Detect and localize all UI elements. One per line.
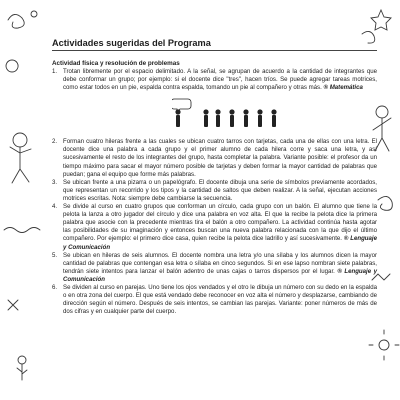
item-text bbox=[63, 252, 377, 284]
speech-bubble-icon bbox=[172, 99, 191, 112]
section-heading: Actividad física y resolución de problemas bbox=[52, 60, 180, 67]
item-number: 5. bbox=[52, 251, 58, 259]
item-number: 3. bbox=[52, 178, 58, 186]
cross-doodle bbox=[8, 300, 18, 310]
illustration-row bbox=[52, 94, 377, 134]
swirl-doodle bbox=[8, 14, 24, 28]
teacher-figure bbox=[175, 110, 180, 128]
item-number: 2. bbox=[52, 138, 58, 146]
children-in-rows-figure bbox=[172, 96, 302, 130]
item-number: 6. bbox=[52, 283, 58, 291]
student-figures bbox=[203, 110, 276, 128]
subject-tag: ® Lenguaje y Comunicación bbox=[63, 267, 378, 283]
sun-doodle bbox=[379, 340, 389, 350]
spiral-doodle-right bbox=[378, 196, 392, 210]
item-body: Se ubican en hileras de seis alumnos. El docente nombra una letra y/o una sílaba y los alumnos dicen la mayor cantidad de palabras que contengan esa letra o sílaba en cinco segundos. Si en ese lapso nombran siete palabras, tendrán siete intentos para lanzar el balón adentro de unas cajas o tarros dispersos por el lugar. bbox=[63, 251, 377, 275]
item-text bbox=[63, 68, 377, 92]
item-text bbox=[63, 203, 377, 252]
activity-item-6 bbox=[52, 284, 377, 316]
activity-item-2 bbox=[52, 138, 377, 178]
activity-item-3 bbox=[52, 179, 377, 203]
page-title: Actividades sugeridas del Programa bbox=[52, 38, 211, 48]
item-number: 4. bbox=[52, 203, 58, 211]
item-body: Se ubican frente a una pizarra o un papelógrafo. El docente dibuja una serie de símbolos previamente acordados, que representan un recorrido y los tipos y la cantidad de saltos que deben realizar. A la señal, ejecutan acciones motrices escritas. Nota: siempre debe cambiarse la secuencia. bbox=[63, 178, 377, 202]
wave-doodle-left bbox=[4, 228, 40, 233]
activity-list bbox=[52, 68, 377, 92]
flower-doodle bbox=[18, 356, 26, 364]
activity-item-5 bbox=[52, 252, 377, 284]
document-page bbox=[52, 38, 377, 316]
activity-list-continued bbox=[52, 138, 377, 316]
item-body: Forman cuatro hileras frente a las cuales se ubican cuatro tarros con tarjetas, cada una de ellas con una letra. El docente dice una palabra a cada grupo y el primer alumno de cada hilera corre y saca una letra, y así sucesivamente el resto de los integrantes del grupo, hasta completar la palabra. Variante posible: el profesor da un tiempo máximo para sacar el mayor número posible de tarjetas y deben formar la mayor cantidad de palabras que puedan; gana el equipo que forme más palabras. bbox=[63, 138, 377, 178]
item-body: Trotan libremente por el espacio delimitado. A la señal, se agrupan de acuerdo a la cantidad de integrantes que debe conformar un grupo; por ejemplo: si el docente dice "tres", hacen tríos. Se puede agregar tareas motrices, como estar todos en un pie, espalda contra espalda, tomando un pie al compañero y otras más. bbox=[63, 68, 377, 92]
item-text bbox=[63, 179, 377, 203]
star-doodle bbox=[371, 10, 391, 30]
item-body: Se dividen al curso en parejas. Uno tiene los ojos vendados y el otro le dibuja un número con su dedo en la espalda o en otra zona del cuerpo. El que está vendado debe reconocer en voz alta el número y desplazarse, cambiando de dirección según el número. Después de seis intentos, se cambian las parejas. Variante: poner números de más de dos cifras y en cualquier parte del cuerpo. bbox=[63, 283, 377, 316]
small-circle-doodle bbox=[31, 11, 37, 17]
title-rule bbox=[52, 50, 377, 51]
item-text bbox=[63, 138, 377, 178]
subject-tag: ® Lenguaje y Comunicación bbox=[63, 235, 377, 251]
item-body: Se divide al curso en cuatro grupos que conforman un círculo, cada grupo con un balón. El alumno que tiene la pelota la lanza a otro jugador del círculo y dice una palabra en voz alta. El que la recibe la pelota dice la primera palabra que asocie con la precedente mientras tira el balón a otro compañero. La actividad continúa hasta agotar las posibilidades de su imaginación y entonces buscan una nueva palabra relacionada con la que dijo el último compañero. Por ejemplo: el primero dice casa, quien recibe la pelota dice ladrillo y así sucesivamente. bbox=[63, 203, 377, 243]
subject-tag: ® Matemática bbox=[323, 84, 363, 92]
activity-item-4 bbox=[52, 203, 377, 252]
activity-item-1 bbox=[52, 68, 377, 92]
ball-doodle bbox=[6, 60, 18, 72]
item-number: 1. bbox=[52, 68, 58, 75]
child-figure-left bbox=[10, 133, 31, 183]
item-text bbox=[63, 284, 377, 316]
